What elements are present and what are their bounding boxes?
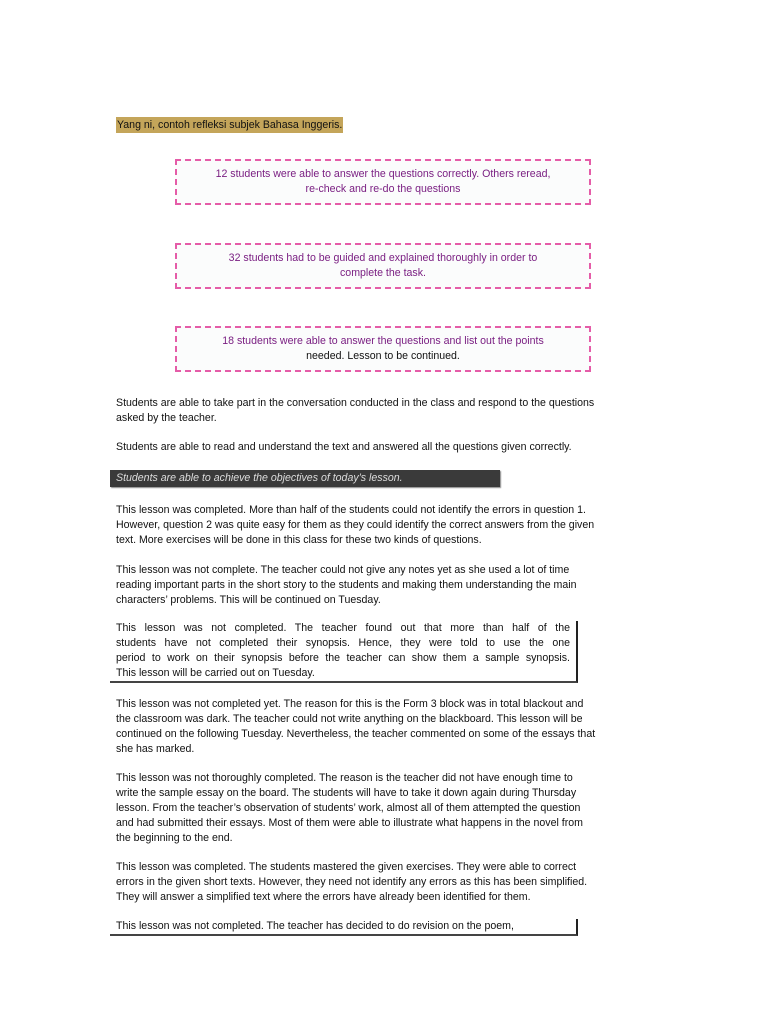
text-line: characters’ problems. This will be continued on Tuesday. bbox=[116, 594, 381, 606]
text-line: This lesson was not completed yet. The reason for this is the Form 3 block was in total blackout and bbox=[116, 698, 584, 710]
text-line: lesson. From the teacher’s observation of students’ work, almost all of them attempted the question bbox=[116, 802, 581, 814]
text-line: needed. Lesson to be continued. bbox=[306, 350, 460, 362]
text-line: 12 students were able to answer the questions correctly. Others reread, bbox=[215, 168, 551, 180]
text-line: re-check and re-do the questions bbox=[305, 183, 461, 195]
result-box-2 bbox=[175, 243, 591, 289]
text-line: reading important parts in the short story to the students and making them understanding the main bbox=[116, 579, 577, 591]
objective-banner: Students are able to achieve the objectives of today’s lesson. bbox=[110, 470, 500, 487]
text-line: This lesson was not completed. The teacher has decided to do revision on the poem, bbox=[116, 920, 514, 932]
reflection-3-framed bbox=[110, 621, 578, 683]
text-line: asked by the teacher. bbox=[116, 412, 217, 424]
text-line: 32 students had to be guided and explained thoroughly in order to bbox=[228, 252, 538, 264]
text-line: continued on the following Tuesday. Nevertheless, the teacher commented on some of the essays that bbox=[116, 728, 596, 740]
text-line: This lesson was completed. More than half of the students could not identify the errors in question 1. bbox=[116, 504, 586, 516]
reflection-7-framed bbox=[110, 919, 578, 936]
text-line: she has marked. bbox=[116, 743, 195, 755]
text-line: the classroom was dark. The teacher could not write anything on the blackboard. This lesson will be bbox=[116, 713, 583, 725]
text-line: complete the task. bbox=[340, 267, 426, 279]
text-line: and had submitted their essays. Most of them were able to illustrate what happens in the novel from bbox=[116, 817, 583, 829]
header-note: Yang ni, contoh refleksi subjek Bahasa Inggeris. bbox=[117, 119, 343, 131]
text-line: period to work on their synopsis before the teacher can show them a sample synopsis. bbox=[116, 652, 570, 664]
text-line: However, question 2 was quite easy for them as they could identify the correct answers from the given bbox=[116, 519, 595, 531]
reflection-1 bbox=[116, 503, 594, 548]
text-line: 18 students were able to answer the questions and list out the points bbox=[222, 335, 544, 347]
reflection-4 bbox=[116, 697, 595, 757]
statement-2 bbox=[116, 440, 572, 455]
reflection-2 bbox=[116, 563, 577, 608]
text-line: the beginning to the end. bbox=[116, 832, 233, 844]
text-line: Students are able to read and understand the text and answered all the questions given correctly. bbox=[116, 441, 572, 453]
text-line: This lesson was not completed. The teacher found out that more than half of the bbox=[116, 622, 570, 634]
reflection-6 bbox=[116, 860, 587, 905]
text-line: This lesson was not thoroughly completed. The reason is the teacher did not have enough time to bbox=[116, 772, 573, 784]
text-line: Students are able to take part in the conversation conducted in the class and respond to the questions bbox=[116, 397, 595, 409]
reflection-5 bbox=[116, 771, 583, 846]
text-line: text. More exercises will be done in this class for these two kinds of questions. bbox=[116, 534, 482, 546]
text-line: errors in the given short texts. However, they need not identify any errors as this has been simplified. bbox=[116, 876, 588, 888]
result-box-3 bbox=[175, 326, 591, 372]
result-box-1 bbox=[175, 159, 591, 205]
text-line: students have not completed their synopsis. Hence, they were told to use the one bbox=[116, 637, 570, 649]
text-line: This lesson was not complete. The teacher could not give any notes yet as she used a lot of time bbox=[116, 564, 570, 576]
text-line: This lesson was completed. The students mastered the given exercises. They were able to correct bbox=[116, 861, 577, 873]
text-line: They will answer a simplified text where the errors have already been identified for them. bbox=[116, 891, 531, 903]
text-line: write the sample essay on the board. The students will have to take it down again during Thursday bbox=[116, 787, 577, 799]
statement-1 bbox=[116, 396, 594, 426]
text-line: This lesson will be carried out on Tuesday. bbox=[116, 667, 315, 679]
